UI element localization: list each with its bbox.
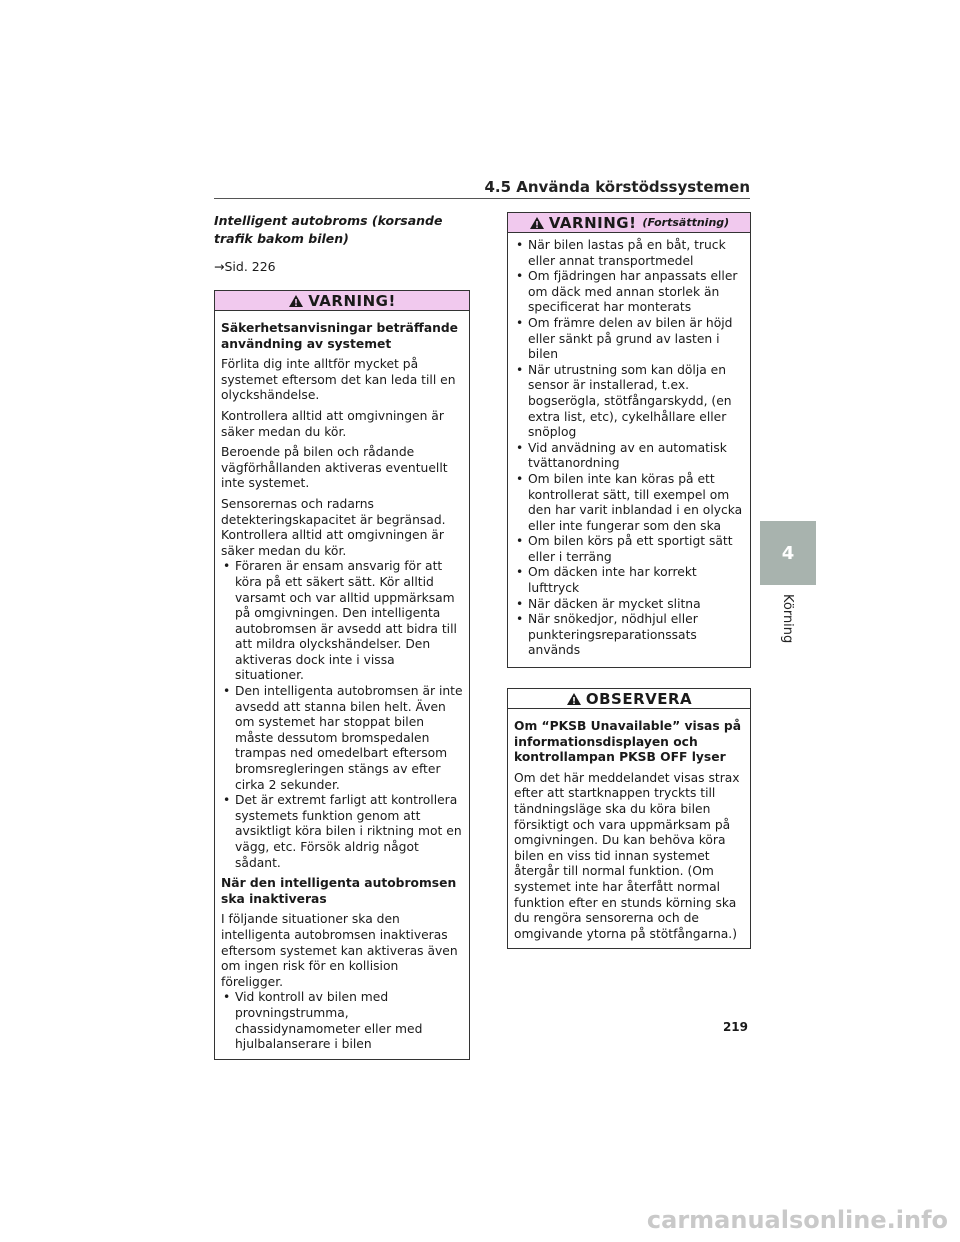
list-item: • Vid anvädning av en automatisk tvättanordning xyxy=(514,441,744,472)
list-item: • När utrustning som kan dölja en sensor är installerad, t.ex. bogserögla, stötfångarskydd, (en extra list, etc), cykelhållare eller snöplog xyxy=(514,363,744,441)
warning-icon xyxy=(529,216,545,230)
notice-box xyxy=(507,688,751,949)
list-item: • Det är extremt farligt att kontrollera systemets funktion genom att avsiktligt köra bilen i riktning mot en vägg, etc. Försök aldrig något sådant. xyxy=(221,793,463,871)
warning-subheading: När den intelligenta autobromsen ska inaktiveras xyxy=(221,876,457,906)
warning-label: VARNING! xyxy=(308,291,396,310)
warning-subheading: Säkerhetsanvisningar beträffande användning av systemet xyxy=(221,321,459,351)
list-item: • Om fjädringen har anpassats eller om däck med annan storlek än specificerat har monterats xyxy=(514,269,744,316)
list-item: • Om bilen inte kan köras på ett kontrollerat sätt, till exempel om den har varit inblandad i en olycka eller inte fungerar som den ska xyxy=(514,472,744,534)
warning-box xyxy=(214,290,470,1060)
warning-icon xyxy=(288,294,304,308)
list-item: • Om däcken inte har korrekt lufttryck xyxy=(514,565,744,596)
list-item: • När snökedjor, nödhjul eller punkteringsreparationssats används xyxy=(514,612,744,659)
section-title: Intelligent autobroms (korsande trafik bakom bilen) xyxy=(214,213,443,246)
chapter-tab[interactable] xyxy=(760,521,816,585)
notice-subheading: Om “PKSB Unavailable” visas på informationsdisplayen och kontrollampan PKSB OFF lyser xyxy=(514,719,742,765)
chapter-label: Körning xyxy=(780,594,795,644)
warning-body xyxy=(508,233,750,667)
warning-body xyxy=(215,311,469,1059)
list-item: • Om främre delen av bilen är höjd eller sänkt på grund av lasten i bilen xyxy=(514,316,744,363)
list-item: • När bilen lastas på en båt, truck eller annat transportmedel xyxy=(514,238,744,269)
bullet-list xyxy=(221,559,463,871)
page-reference-link[interactable]: →Sid. 226 xyxy=(214,259,276,274)
list-item: • Vid kontroll av bilen med provningstrumma, chassidynamometer eller med hjulbalanserare i bilen xyxy=(221,990,463,1052)
paragraph: Kontrollera alltid att omgivningen är säker medan du kör. xyxy=(221,408,444,439)
paragraph: Om det här meddelandet visas strax efter att startknappen tryckts till tändningsläge ska du köra bilen försiktigt och vara uppmärksam på omgivningen. Du kan behöva köra bilen en viss tid innan systemet återgår till normal funktion. (Om systemet inte har återfått normal funktion efter en stunds körning ska du rengöra sensorerna och de omgivande ytorna på stötfångarna.) xyxy=(514,770,740,941)
warning-header xyxy=(508,213,750,233)
header-divider xyxy=(214,198,750,199)
paragraph: Beroende på bilen och rådande vägförhållanden aktiveras eventuellt inte systemet. xyxy=(221,445,448,491)
right-column xyxy=(507,212,751,949)
bullet-list xyxy=(221,990,463,1052)
notice-icon xyxy=(566,692,582,706)
paragraph: Sensorernas och radarns detekteringskapacitet är begränsad. Kontrollera alltid att omgivningen är säker medan du kör. xyxy=(221,496,446,558)
list-item: • Den intelligenta autobromsen är inte avsedd att stanna bilen helt. Även om systemet har stoppat bilen måste dessutom bromspedalen trampas ned omedelbart eftersom bromsregleringen stängs av efter cirka 2 sekunder. xyxy=(221,684,463,793)
left-column xyxy=(214,212,470,1060)
continued-label: (Fortsättning) xyxy=(642,216,730,229)
warning-continued-box xyxy=(507,212,751,668)
page-number: 219 xyxy=(722,1020,748,1034)
chapter-number: 4 xyxy=(781,542,795,564)
section-header: 4.5 Använda körstödssystemen xyxy=(484,178,750,196)
list-item: • Om bilen körs på ett sportigt sätt eller i terräng xyxy=(514,534,744,565)
notice-header xyxy=(508,689,750,709)
notice-label: OBSERVERA xyxy=(585,689,693,708)
list-item: • När däcken är mycket slitna xyxy=(514,597,744,613)
warning-header xyxy=(215,291,469,311)
list-item: • Föraren är ensam ansvarig för att köra på ett säkert sätt. Kör alltid varsamt och var alltid uppmärksam på omgivningen. Den intelligenta autobromsen är avsedd att bidra till att mildra olyckshändelser. Den aktiveras dock inte i vissa situationer. xyxy=(221,559,463,684)
paragraph: Förlita dig inte alltför mycket på systemet eftersom det kan leda till en olyckshändelse. xyxy=(221,357,456,403)
bullet-list xyxy=(514,238,744,659)
notice-body xyxy=(508,709,750,948)
watermark: carmanualsonline.info xyxy=(646,1206,948,1234)
warning-label: VARNING! xyxy=(548,213,637,232)
paragraph: I följande situationer ska den intelligenta autobromsen inaktiveras eftersom systemet kan aktiveras även om ingen risk för en kollision föreligger. xyxy=(221,912,458,989)
